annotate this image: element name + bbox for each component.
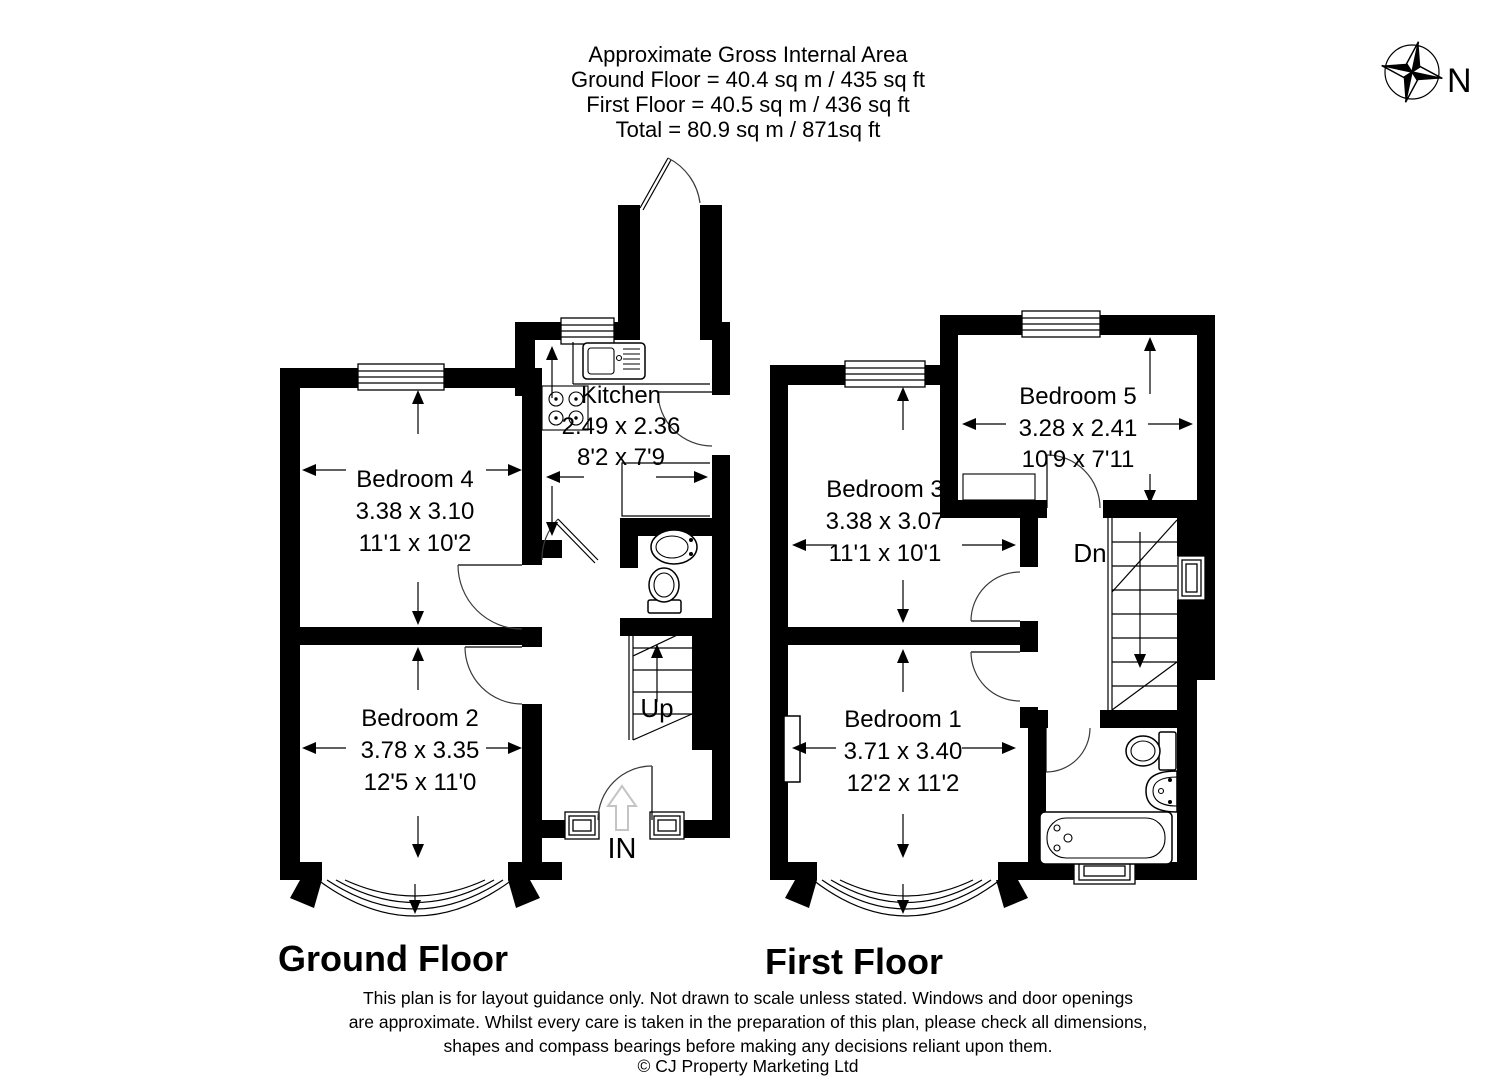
stairs-up-label: Up: [640, 693, 674, 723]
room-kitchen: [562, 382, 681, 471]
room-name: Bedroom 2: [361, 705, 479, 732]
window-bedroom4-top: [358, 364, 444, 390]
entrance-arrow-icon: [608, 786, 636, 830]
room-bedroom-3: [826, 476, 945, 567]
room-bedroom-1: [844, 706, 963, 797]
room-imperial: 12'5 x 11'0: [363, 769, 477, 796]
compass-icon: [1375, 35, 1471, 109]
copyright-line: © CJ Property Marketing Ltd: [637, 1056, 859, 1076]
area-first-line: First Floor = 40.5 sq m / 436 sq ft: [586, 92, 910, 117]
window-bedroom5-top: [1022, 311, 1100, 337]
room-bedroom-5: [1019, 383, 1138, 473]
room-name: Bedroom 3: [826, 476, 944, 503]
room-metric: 3.71 x 3.40: [843, 738, 963, 765]
area-total-line: Total = 80.9 sq m / 871sq ft: [615, 117, 881, 142]
window-entrance-sidelight-right: [650, 812, 684, 839]
room-imperial: 11'1 x 10'1: [828, 540, 942, 567]
room-metric: 3.38 x 3.10: [355, 498, 475, 525]
disclaimer: [349, 988, 1148, 1076]
bathroom-basin-icon: [1146, 771, 1177, 812]
bedroom4-door: [458, 565, 522, 629]
stairs-down: [1108, 518, 1177, 710]
bedroom3-door: [971, 572, 1020, 621]
area-ground-line: Ground Floor = 40.4 sq m / 435 sq ft: [570, 67, 926, 92]
wc-toilet-icon: [648, 568, 681, 613]
first-floor-plan: [770, 311, 1215, 916]
room-imperial: 8'2 x 7'9: [577, 444, 665, 471]
wc-basin-icon: [651, 530, 697, 564]
room-imperial: 10'9 x 7'11: [1021, 446, 1135, 473]
room-name: Bedroom 4: [356, 466, 474, 493]
window-stairs-side: [1178, 556, 1205, 600]
room-bedroom-4: [356, 466, 475, 557]
compass-north-label: N: [1447, 62, 1472, 100]
disclaimer-line-1: This plan is for layout guidance only. Not drawn to scale unless stated. Windows and door openings: [362, 988, 1134, 1008]
entrance-label: IN: [607, 833, 637, 865]
bedroom1-door: [971, 652, 1020, 701]
ground-floor-title: Ground Floor: [278, 938, 508, 979]
room-imperial: 11'1 x 10'2: [358, 530, 472, 557]
room-name: Kitchen: [580, 382, 662, 409]
room-metric: 3.28 x 2.41: [1018, 415, 1138, 442]
bathroom-toilet-icon: [1126, 732, 1176, 770]
bath-icon: [1040, 812, 1172, 864]
bathroom-door: [1046, 728, 1090, 772]
window-kitchen-top: [561, 318, 614, 344]
room-name: Bedroom 5: [1019, 383, 1137, 410]
first-floor-title: First Floor: [765, 941, 943, 982]
bay-window-first: [785, 880, 1028, 916]
porch-door: [640, 158, 700, 210]
window-bedroom3-top: [845, 361, 925, 387]
disclaimer-line-3: shapes and compass bearings before making any decisions reliant upon them.: [443, 1036, 1053, 1056]
stairs-down-label: Dn: [1073, 538, 1107, 568]
sink-icon: [583, 343, 645, 379]
room-metric: 3.78 x 3.35: [360, 737, 480, 764]
room-name: Bedroom 1: [844, 706, 962, 733]
area-summary: [571, 42, 925, 142]
room-imperial: 12'2 x 11'2: [846, 770, 960, 797]
area-summary-title: Approximate Gross Internal Area: [588, 42, 908, 67]
bedroom5-cupboard: [963, 474, 1035, 500]
bedroom2-door: [465, 647, 522, 704]
room-metric: 2.49 x 2.36: [561, 413, 681, 440]
room-metric: 3.38 x 3.07: [825, 508, 945, 535]
window-entrance-sidelight-left: [565, 812, 599, 839]
room-bedroom-2: [361, 705, 480, 796]
disclaimer-line-2: are approximate. Whilst every care is taken in the preparation of this plan, please check all dimensions,: [348, 1012, 1148, 1032]
ground-floor-plan: [280, 158, 730, 916]
